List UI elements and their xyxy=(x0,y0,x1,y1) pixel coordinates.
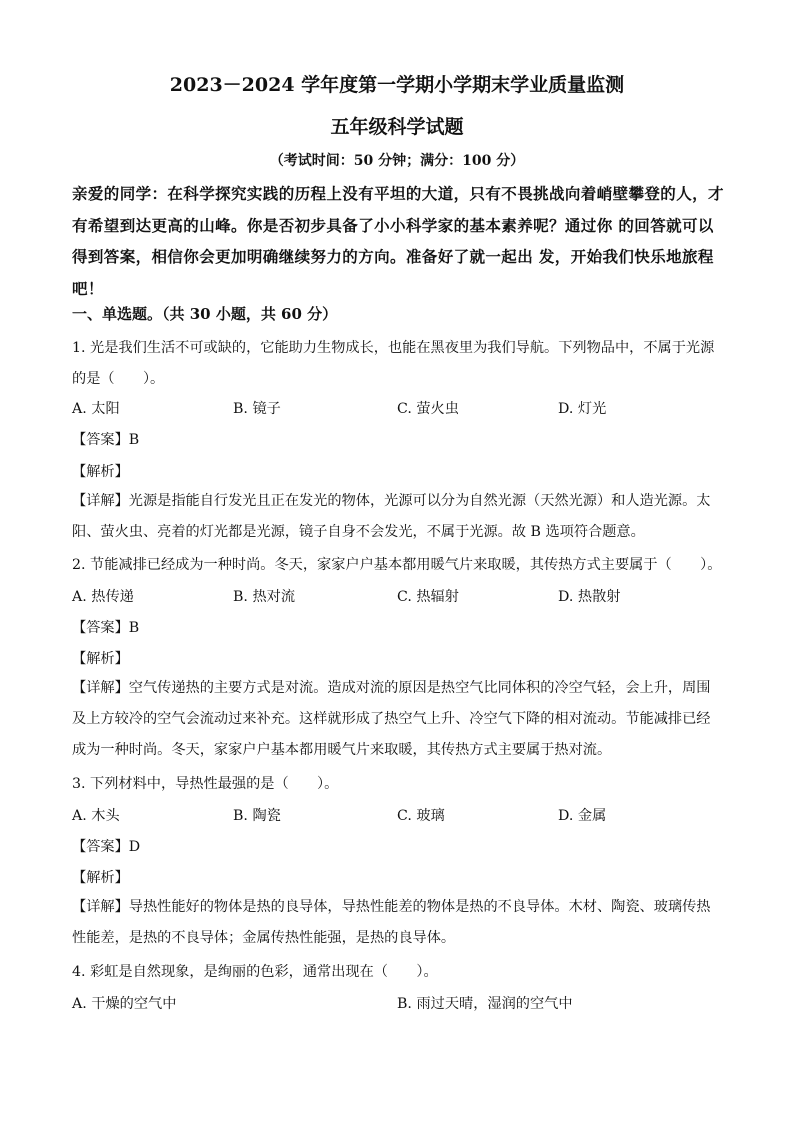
option-1d: D. 灯光 xyxy=(558,401,607,417)
option-2c: C. 热辐射 xyxy=(397,589,459,605)
option-3c: C. 玻璃 xyxy=(397,808,445,824)
detail-2: 【详解】空气传递热的主要方式是对流。造成对流的原因是热空气比同体积的冷空气轻，会上升，周围及上方较冷的空气会流动过来补充。这样就形成了热空气上升、冷空气下降的相对流动。节能减排已经成为一种时尚。冬天，家家户户基本都用暖气片来取暖，其传热方式主要属于热对流。 xyxy=(72,680,711,759)
intro-paragraph: 亲爱的同学：在科学探究实践的历程上没有平坦的大道，只有不畏挑战向着峭壁攀登的人，才有希望到达更高的山峰。你是否初步具备了小小科学家的基本素养呢？通过你 的回答就可以得到答案，相信你会更加明确继续努力的方向。准备好了就一起出 发，开始我们快乐地旅程吧！ xyxy=(72,184,724,298)
option-1b: B. 镜子 xyxy=(233,401,281,417)
exam-title: 2023－2024 学年度第一学期小学期末学业质量监测 xyxy=(169,74,625,96)
answer-3: 【答案】D xyxy=(72,839,141,855)
section-title: 一、单选题。（共 30 小题，共 60 分） xyxy=(72,305,338,323)
question-stem-3: 3. 下列材料中，导热性最强的是（ ）。 xyxy=(72,776,339,792)
option-3a: A. 木头 xyxy=(72,808,120,824)
exam-subtitle: 五年级科学试题 xyxy=(330,116,464,138)
option-2a: A. 热传递 xyxy=(72,589,134,605)
option-4b: B. 雨过天晴，湿润的空气中 xyxy=(397,996,573,1012)
option-3d: D. 金属 xyxy=(558,808,607,824)
option-1a: A. 太阳 xyxy=(72,401,120,417)
option-3b: B. 陶瓷 xyxy=(233,808,281,824)
analysis-2: 【解析】 xyxy=(72,651,129,667)
exam-info: （考试时间：50 分钟；满分：100 分） xyxy=(269,153,525,169)
answer-2: 【答案】B xyxy=(72,620,140,636)
option-2b: B. 热对流 xyxy=(233,589,296,605)
answer-1: 【答案】B xyxy=(72,432,140,448)
option-4a: A. 干燥的空气中 xyxy=(72,996,177,1012)
question-stem-2: 2. 节能减排已经成为一种时尚。冬天，家家户户基本都用暖气片来取暖，其传热方式主要属于（ ）。 xyxy=(72,557,722,573)
question-stem-1: 1. 光是我们生活不可或缺的，它能助力生物成长，也能在黑夜里为我们导航。下列物品中，不属于光源的是（ ）。 xyxy=(72,340,715,388)
option-2d: D. 热散射 xyxy=(558,589,621,605)
detail-1: 【详解】光源是指能自行发光且正在发光的物体，光源可以分为自然光源（天然光源）和人造光源。太阳、萤火虫、亮着的灯光都是光源，镜子自身不会发光，不属于光源。故 B 选项符合题意。 xyxy=(72,493,711,541)
detail-3: 【详解】导热性能好的物体是热的良导体，导热性能差的物体是热的不良导体。木材、陶瓷、玻璃传热性能差，是热的不良导体；金属传热性能强，是热的良导体。 xyxy=(72,899,711,947)
option-1c: C. 萤火虫 xyxy=(397,401,459,417)
analysis-1: 【解析】 xyxy=(72,464,129,480)
analysis-3: 【解析】 xyxy=(72,870,129,886)
question-stem-4: 4. 彩虹是自然现象，是绚丽的色彩，通常出现在（ ）。 xyxy=(72,964,438,980)
